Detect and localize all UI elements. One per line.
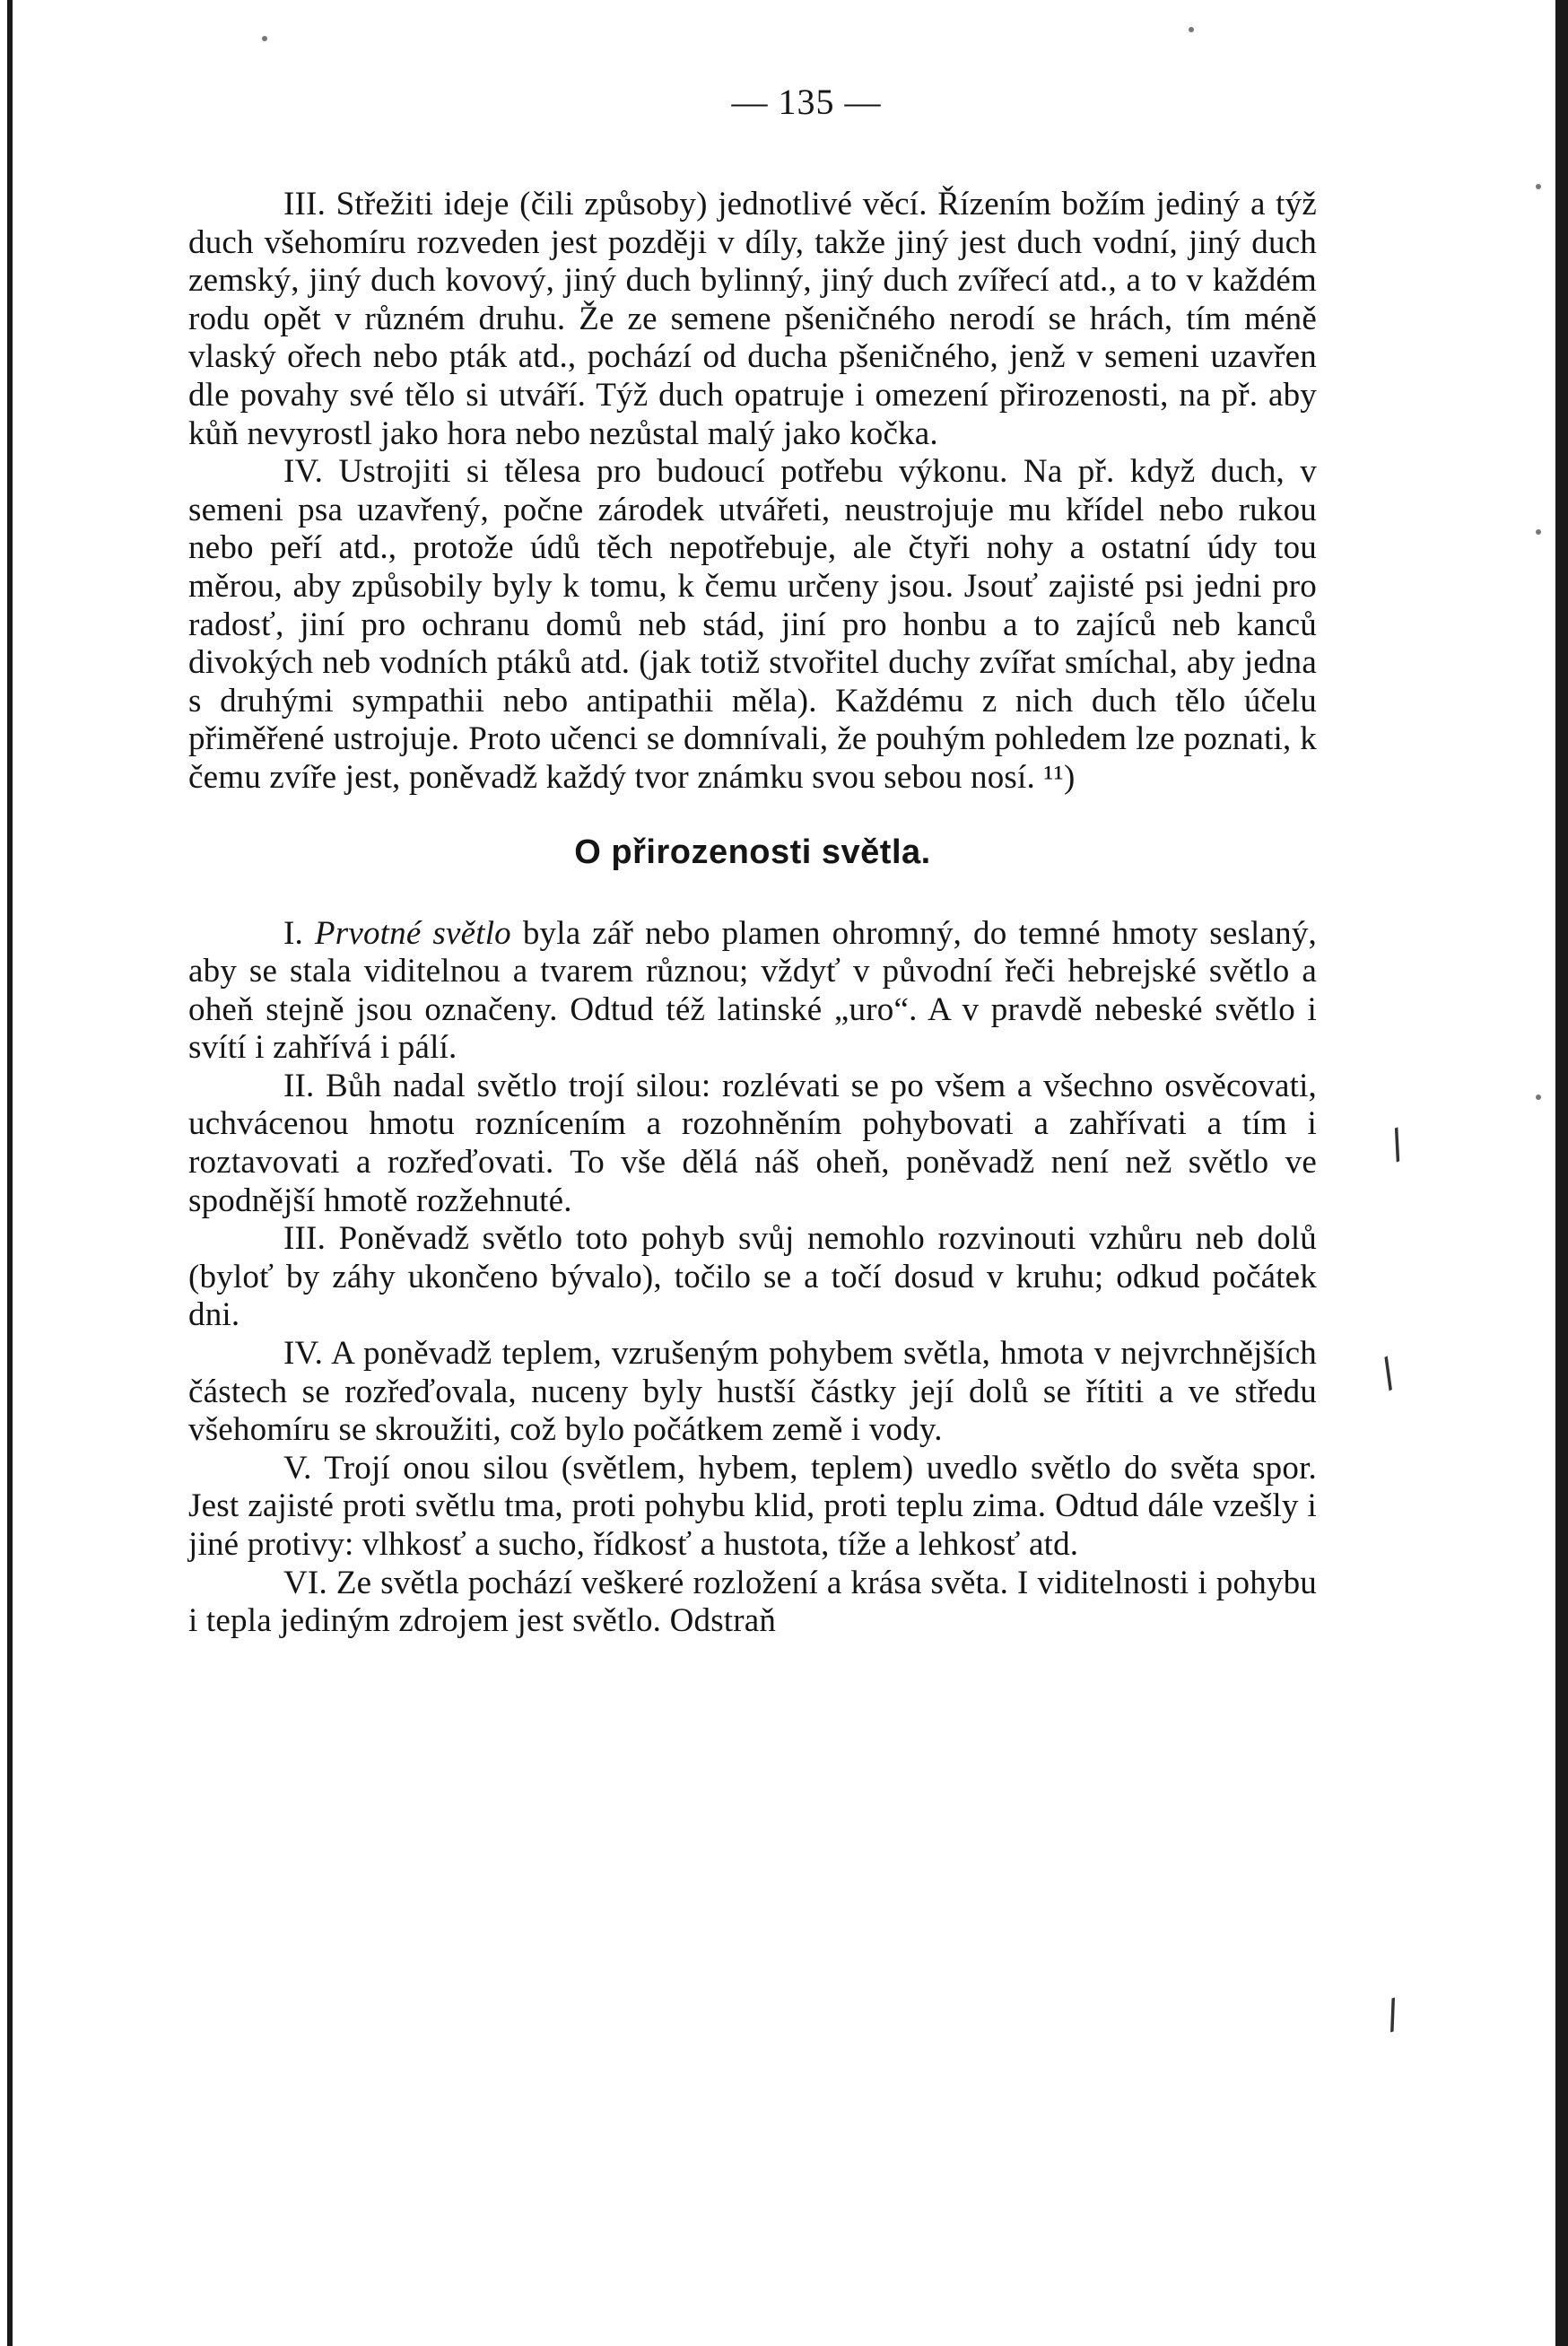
paragraph-i-rest: byla zář nebo plamen ohromný, do temné hmoty seslaný, aby se stala viditelnou a tvarem různou; vždyť v původní řeči hebrejské světlo a oheň stejně jsou označeny. Odtud též latinské „uro“. A v pravdě nebeské světlo i svítí i zahřívá i pálí. — [188, 914, 1318, 1067]
margin-pencil-mark: / — [1372, 1349, 1404, 1397]
paper-speck — [1189, 27, 1194, 32]
paper-speck — [262, 36, 267, 41]
paragraph-vi-beauty: VI. Ze světla pochází veškeré rozložení a krása světa. I viditelnosti i pohybu i tepla jediným zdrojem jest světlo. Odstraň — [188, 1564, 1317, 1640]
scan-border-left — [7, 0, 13, 2346]
paragraph-ii-threefold-power: II. Bůh nadal světlo trojí silou: rozlévati se po všem a všechno osvěcovati, uchvácenou hmotu roznícením a rozohněním pohybovati a zahřívati a tím i roztavovati a rozřeďovati. To vše dělá náš oheň, poněvadž není než světlo ve spodnější hmotě rozžehnuté. — [188, 1067, 1317, 1219]
paragraph-i-emphasis: Prvotné světlo — [314, 914, 511, 952]
paragraph-i-prefix: I. — [283, 914, 315, 952]
book-page — [188, 81, 1317, 1641]
page-number: — 135 — — [731, 82, 882, 122]
paper-speck — [1536, 1095, 1541, 1100]
paper-speck — [1536, 529, 1541, 535]
section-heading: O přirozenosti světla. — [574, 833, 931, 871]
paragraph-v-contraries: V. Trojí onou silou (světlem, hybem, teplem) uvedlo světlo do světa spor. Jest zajisté proti světlu tma, proti pohybu klid, proti teplu zima. Odtud dále vzešly i jiné protivy: vlhkosť a sucho, řídkosť a hustota, tíže a lehkosť atd. — [188, 1449, 1317, 1563]
paragraph-iv-bodies: IV. Ustrojiti si tělesa pro budoucí potřebu výkonu. Na př. když duch, v semeni psa uzavřený, počne zárodek utvářeti, neustrojuje mu křídel nebo rukou nebo peří atd., protože údů těch nepotřebuje, ale čtyři nohy a ostatní údy tou měrou, aby způsobily byly k tomu, k čemu určeny jsou. Jsouť zajisté psi jedni pro radosť, jiní pro ochranu domů neb stád, jiní pro honbu a to zajíců neb kanců divokých neb vodních ptáků atd. (jak totiž stvořitel duchy zvířat smíchal, aby jedna s druhými sympathii nebo antipathii měla). Každému z nich duch tělo účelu přiměřené ustrojuje. Proto učenci se domnívali, že pouhým pohledem lze poznati, k čemu zvíře jest, poněvadž každý tvor známku svou sebou nosí. ¹¹) — [188, 453, 1317, 796]
paragraph-iii-ideas: III. Střežiti ideje (čili způsoby) jednotlivé věcí. Řízením božím jediný a týž duch všehomíru rozveden jest později v díly, takže jiný jest duch vodní, jiný duch zemský, jiný duch kovový, jiný duch bylinný, jiný duch zvířecí atd., a to v každém rodu opět v různém druhu. Že ze semene pšeničného nerodí se hrách, tím méně vlaský ořech nebo pták atd., pochází od ducha pšeničného, jenž v semeni uzavřen dle povahy své tělo si utváří. Týž duch opatruje i omezení přirozenosti, na př. aby kůň nevyrostl jako hora nebo nezůstal malý jako kočka. — [188, 186, 1317, 452]
paragraph-iii-circular-motion: III. Poněvadž světlo toto pohyb svůj nemohlo rozvinouti vzhůru neb dolů (byloť by záhy ukončeno bývalo), točilo se a točí dosud v kruhu; odkud počátek dni. — [188, 1220, 1317, 1334]
margin-pencil-mark: / — [1382, 1121, 1412, 1168]
paper-speck — [1536, 184, 1541, 189]
scan-border-right — [1555, 0, 1568, 2346]
paragraph-i-primal-light — [188, 915, 1317, 1068]
margin-pencil-mark: / — [1380, 1990, 1406, 2039]
paragraph-iv-earth-water: IV. A poněvadž teplem, vzrušeným pohybem světla, hmota v nejvrchnějších částech se rozřeďovala, nuceny byly hustší částky její dolů se řítiti a ve středu všehomíru se skroužiti, což bylo počátkem země i vody. — [188, 1335, 1317, 1449]
